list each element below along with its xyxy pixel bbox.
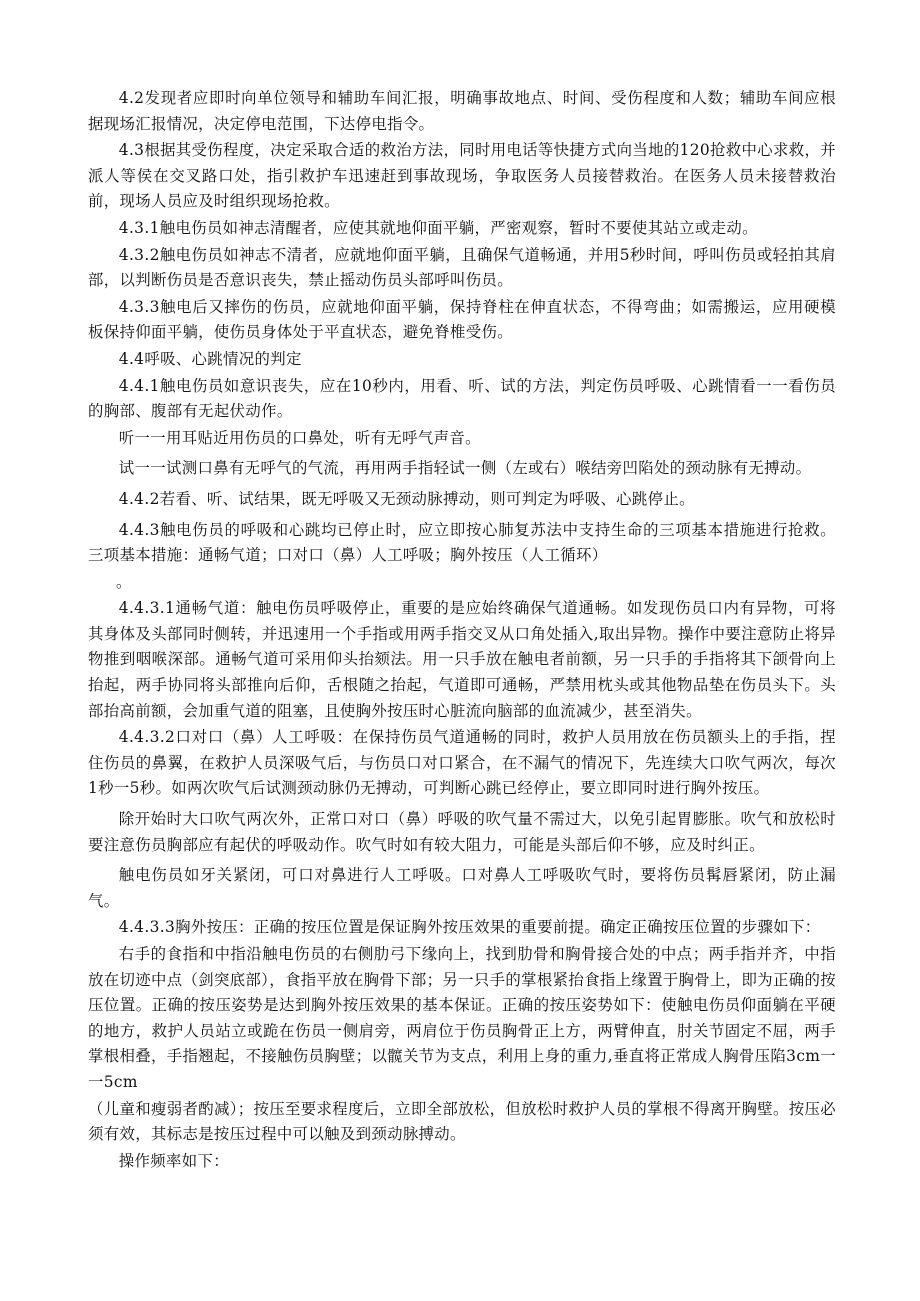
paragraph-4-4-3-1: 4.4.3.1通畅气道：触电伤员呼吸停止，重要的是应始终确保气道通畅。如发现伤员口内有异物，可将其身体及头部同时侧转，并迅速用一个手指或用两手指交叉从口角处插入,取出异物。操作中要注意防止将异物推到咽喉深部。通畅气道可采用仰头抬颏法。用一只手放在触电者前额，另一只手的手指将其下颌骨向上抬起，两手协同将头部推向后仰，舌根随之抬起，气道即可通畅，严禁用枕头或其他物品垫在伤员头下。头部抬高前额，会加重气道的阻塞，且使胸外按压时心脏流向脑部的血流减少，甚至消失。 bbox=[88, 599, 836, 720]
paragraph-4-3-1: 4.3.1触电伤员如神志清醒者，应使其就地仰面平躺，严密观察，暂时不要使其站立或走动。 bbox=[118, 218, 758, 237]
paragraph-mouth-to-nose: 触电伤员如牙关紧闭，可口对鼻进行人工呼吸。口对鼻人工呼吸吹气时，要将伤员髯唇紧闭，防止漏气。 bbox=[88, 866, 836, 910]
paragraph-period: 。 bbox=[116, 572, 132, 591]
paragraph-4-4-3-3: 4.4.3.3胸外按压：正确的按压位置是保证胸外按压效果的重要前提。确定正确按压位置的步骤如下： bbox=[118, 918, 821, 937]
paragraph-compression-position: 右手的食指和中指沿触电伤员的右侧肋弓下缘向上，找到肋骨和胸骨接合处的中点；两手指并齐，中指放在切迹中点（剑突底部），食指平放在胸骨下部；另一只手的掌根紧抬食指上缘置于胸骨上，即为正确的按压位置。正确的按压姿势是达到胸外按压效果的基本保证。正确的按压姿势如下：使触电伤员仰面躺在平硬的地方，救护人员站立或跪在伤员一侧肩旁，两肩位于伤员胸骨正上方，两臂伸直，肘关节固定不屈，两手掌根相叠，手指翘起，不接触伤员胸壁；以髋关节为支点，利用上身的重力,垂直将正常成人胸骨压陷3cm一一5cm bbox=[88, 945, 836, 1091]
paragraph-4-2: 4.2发现者应即时向单位领导和辅助车间汇报，明确事故地点、时间、受伤程度和人数；辅助车间应根据现场汇报情况，决定停电范围，下达停电指令。 bbox=[88, 89, 836, 133]
paragraph-blowing: 除开始时大口吹气两次外，正常口对口（鼻）呼吸的吹气量不需过大，以免引起胃膨胀。吹气和放松时要注意伤员胸部应有起伏的呼吸动作。吹气时如有较大阻力，可能是头部后仰不够，应及时纠正。 bbox=[88, 810, 836, 854]
paragraph-frequency: 操作频率如下： bbox=[118, 1151, 229, 1170]
paragraph-test: 试一一试测口鼻有无呼气的气流，再用两手指轻试一侧（左或右）喉结旁凹陷处的颈动脉有无搏动。 bbox=[118, 459, 812, 478]
paragraph-4-4-3-2: 4.4.3.2口对口（鼻）人工呼吸：在保持伤员气道通畅的同时，救护人员用放在伤员额头上的手指，捏住伤员的鼻翼，在救护人员深吸气后，与伤员口对口紧合，在不漏气的情况下，先连续大口吹气两次，每次1秒一5秒。如两次吹气后试测颈动脉仍无搏动，可判断心跳已经停止，要立即同时进行胸外按压。 bbox=[88, 728, 836, 798]
paragraph-4-3: 4.3根据其受伤程度，决定采取合适的救治方法，同时用电话等快捷方式向当地的120抢救中心求救，并派人等侯在交叉路口处，指引救护车迅速赶到事故现场，争取医务人员接替救治。在医务人员未接替救治前，现场人员应及时组织现场抢救。 bbox=[88, 141, 836, 211]
paragraph-compression-release: （儿童和瘦弱者酌减）；按压至要求程度后，立即全部放松，但放松时救护人员的掌根不得离开胸壁。按压必须有效，其标志是按压过程中可以触及到颈动脉搏动。 bbox=[88, 1099, 836, 1144]
paragraph-4-4-2: 4.4.2若看、听、试结果，既无呼吸又无颈动脉搏动，则可判定为呼吸、心跳停止。 bbox=[118, 489, 695, 508]
document-page bbox=[88, 86, 836, 1175]
paragraph-4-3-3: 4.3.3触电后又摔伤的伤员，应就地仰面平躺，保持脊柱在伸直状态，不得弯曲；如需搬运，应用硬模板保持仰面平躺，使伤员身体处于平直状态，避免脊椎受伤。 bbox=[88, 297, 836, 342]
paragraph-4-4-1: 4.4.1触电伤员如意识丧失，应在10秒内，用看、听、试的方法，判定伤员呼吸、心跳情看一一看伤员的胸部、腹部有无起伏动作。 bbox=[88, 376, 836, 421]
paragraph-listen: 听一一用耳贴近用伤员的口鼻处，听有无呼气声音。 bbox=[118, 428, 481, 447]
heading-4-4: 4.4呼吸、心跳情况的判定 bbox=[118, 349, 302, 368]
paragraph-4-4-3: 4.4.3触电伤员的呼吸和心跳均已停止时，应立即按心肺复苏法中支持生命的三项基本措施进行抢救。三项基本措施：通畅气道；口对口（鼻）人工呼吸；胸外按压（人工循环） bbox=[88, 520, 836, 565]
paragraph-4-3-2: 4.3.2触电伤员如神志不清者，应就地仰面平躺，且确保气道畅通，并用5秒时间，呼叫伤员或轻拍其肩部，以判断伤员是否意识丧失，禁止摇动伤员头部呼叫伤员。 bbox=[88, 245, 836, 290]
